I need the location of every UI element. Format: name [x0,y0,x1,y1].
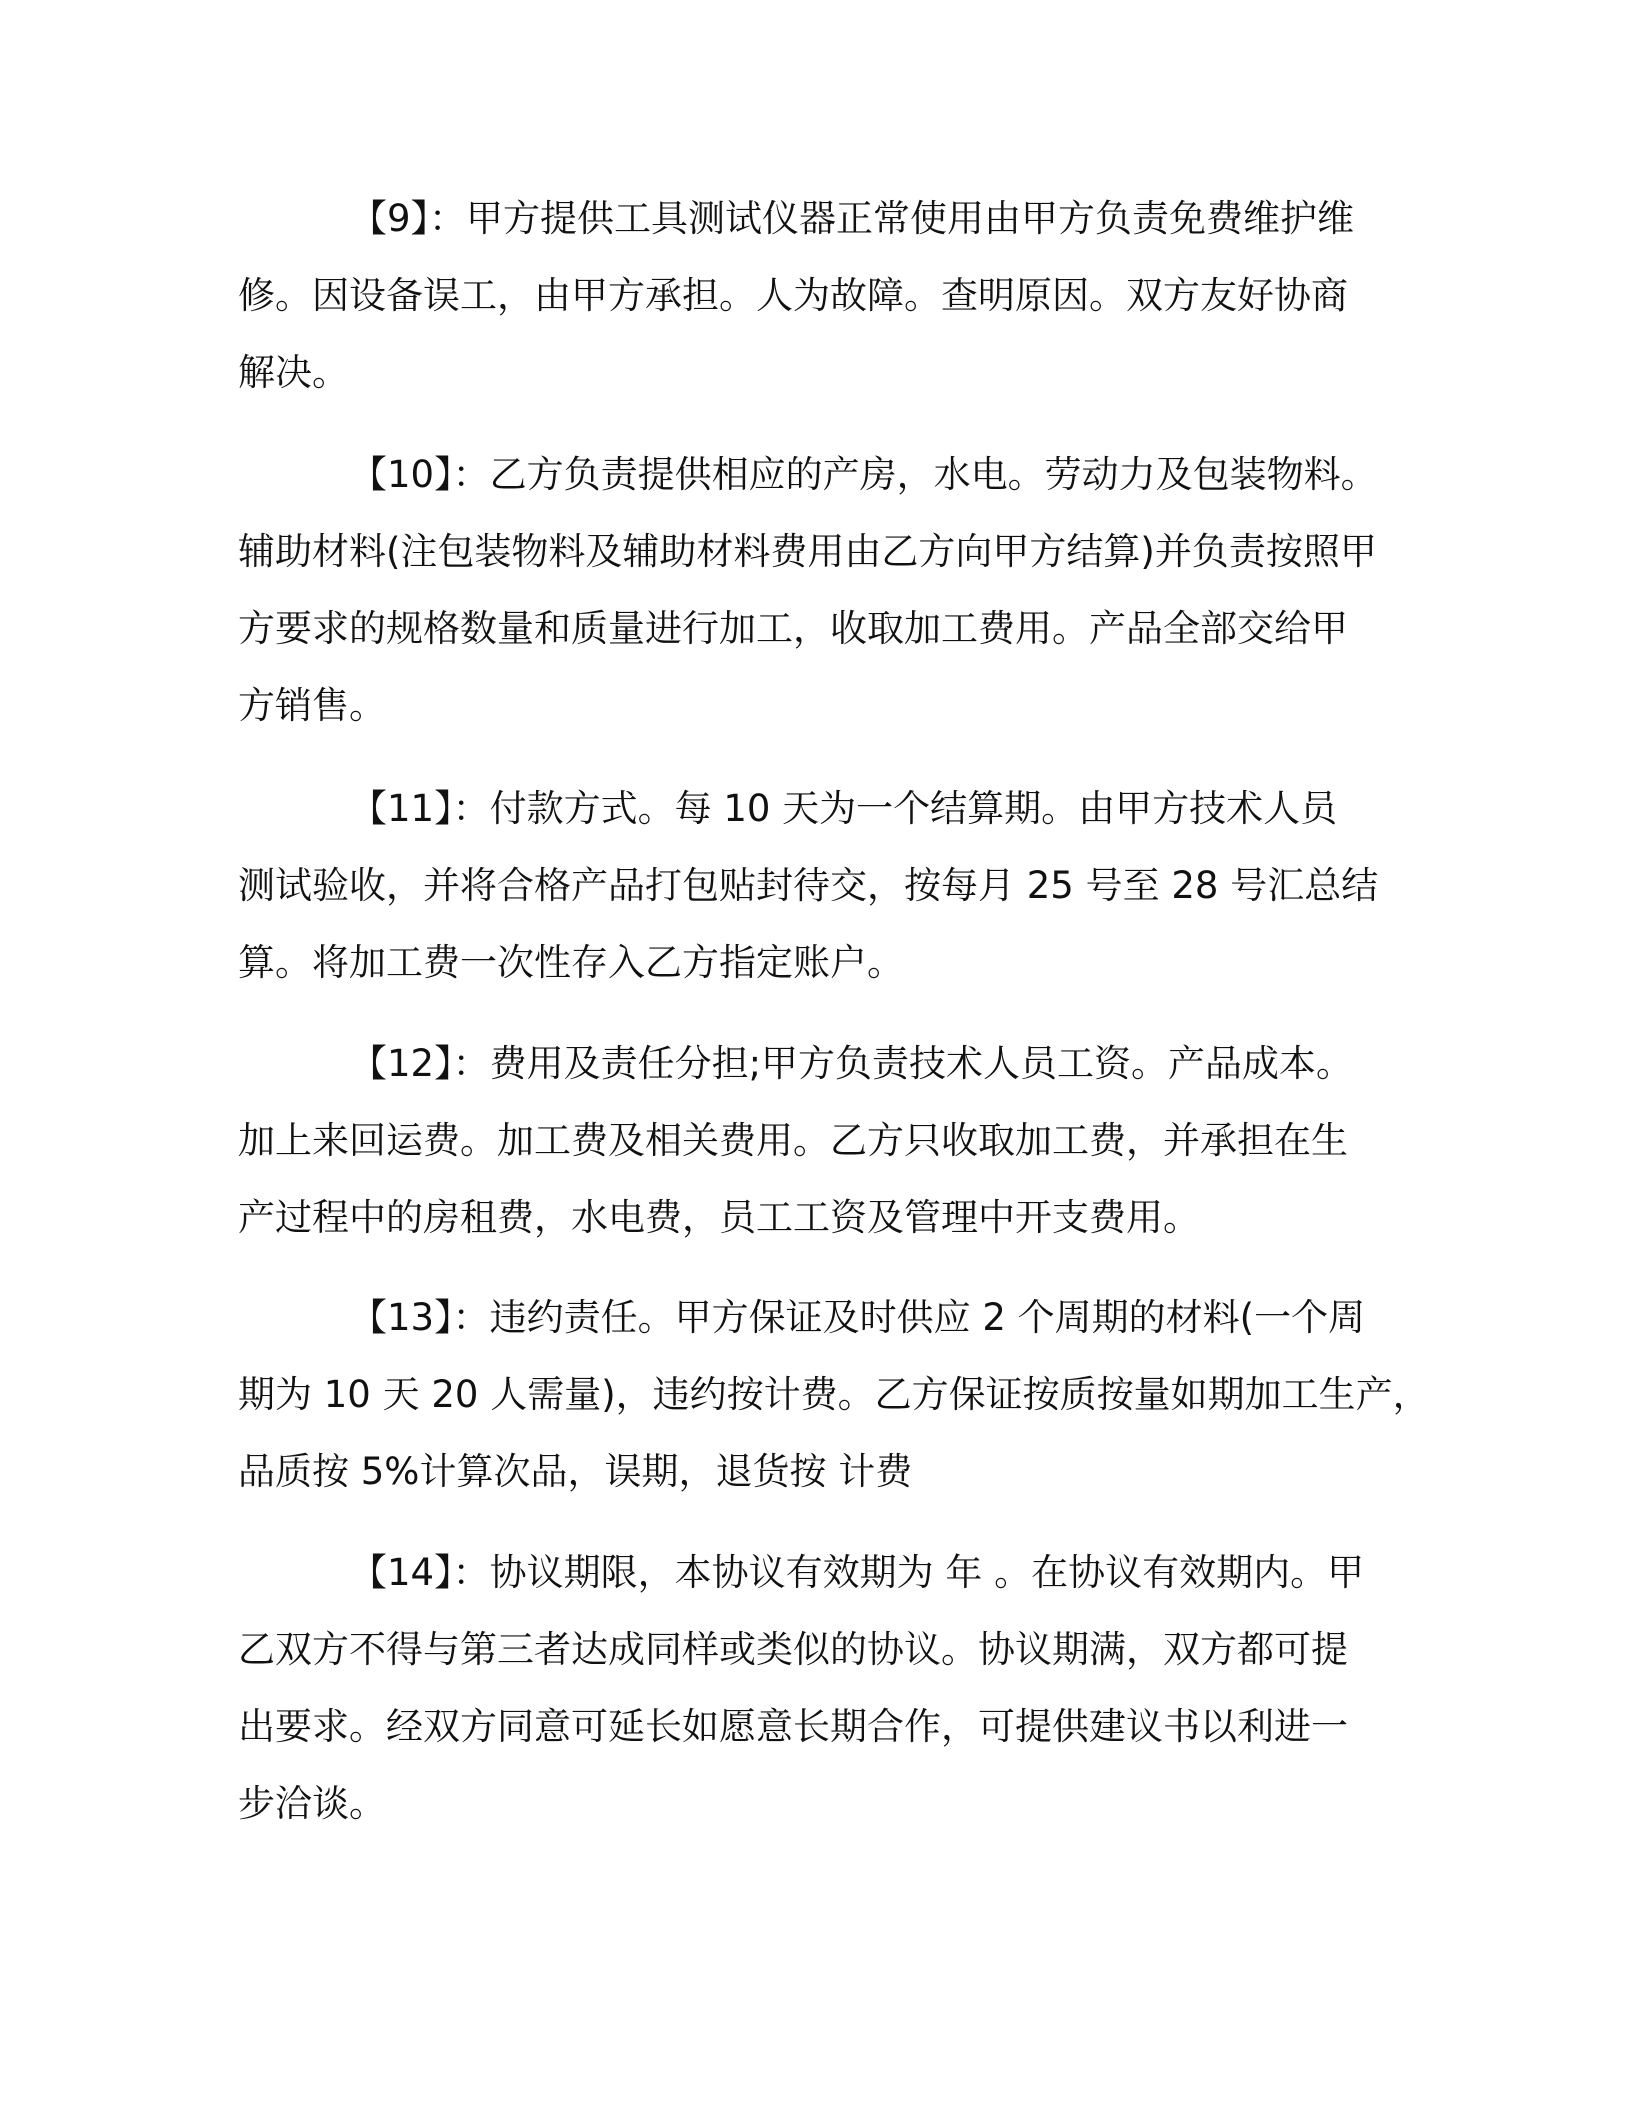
clause-line: 方要求的规格数量和质量进行加工，收取加工费用。产品全部交给甲 [238,607,1348,650]
clause-line: 修。因设备误工，由甲方承担。人为故障。查明原因。双方友好协商 [238,274,1348,317]
clause-line: 【9】：甲方提供工具测试仪器正常使用由甲方负责免费维护维 [350,197,1355,240]
clause-9 [238,180,1408,411]
clause-line: 加上来回运费。加工费及相关费用。乙方只收取加工费，并承担在生 [238,1119,1348,1162]
clause-line: 期为 10 天 20 人需量)，违约按计费。乙方保证按质按量如期加工生产， [238,1373,1430,1416]
clause-line: 【11】：付款方式。每 10 天为一个结算期。由甲方技术人员 [350,787,1338,830]
clause-line: 乙双方不得与第三者达成同样或类似的协议。协议期满，双方都可提 [238,1628,1348,1671]
clause-line: 出要求。经双方同意可延长如愿意长期合作，可提供建议书以利进一 [238,1705,1348,1748]
clause-line: 【13】：违约责任。甲方保证及时供应 2 个周期的材料(一个周 [350,1296,1366,1339]
clause-line: 方销售。 [238,684,386,727]
clause-line: 辅助材料(注包装物料及辅助材料费用由乙方向甲方结算)并负责按照甲 [238,530,1377,573]
clause-line: 测试验收，并将合格产品打包贴封待交，按每月 25 号至 28 号汇总结 [238,864,1379,907]
clause-line: 【12】：费用及责任分担;甲方负责技术人员工资。产品成本。 [350,1042,1354,1085]
clause-10 [238,436,1408,744]
clause-line: 品质按 5%计算次品，误期，退货按 计费 [238,1450,913,1493]
clause-13 [238,1279,1430,1510]
clause-line: 解决。 [238,351,349,394]
clause-line: 【14】：协议期限，本协议有效期为 年 。在协议有效期内。甲 [350,1551,1365,1594]
clause-14 [238,1534,1408,1842]
clause-line: 【10】：乙方负责提供相应的产房，水电。劳动力及包装物料。 [350,453,1378,496]
clause-11 [238,770,1408,1001]
clause-line: 产过程中的房租费，水电费，员工工资及管理中开支费用。 [238,1196,1200,1239]
clause-line: 算。将加工费一次性存入乙方指定账户。 [238,941,904,984]
clause-line: 步洽谈。 [238,1782,386,1825]
clause-12 [238,1025,1408,1256]
